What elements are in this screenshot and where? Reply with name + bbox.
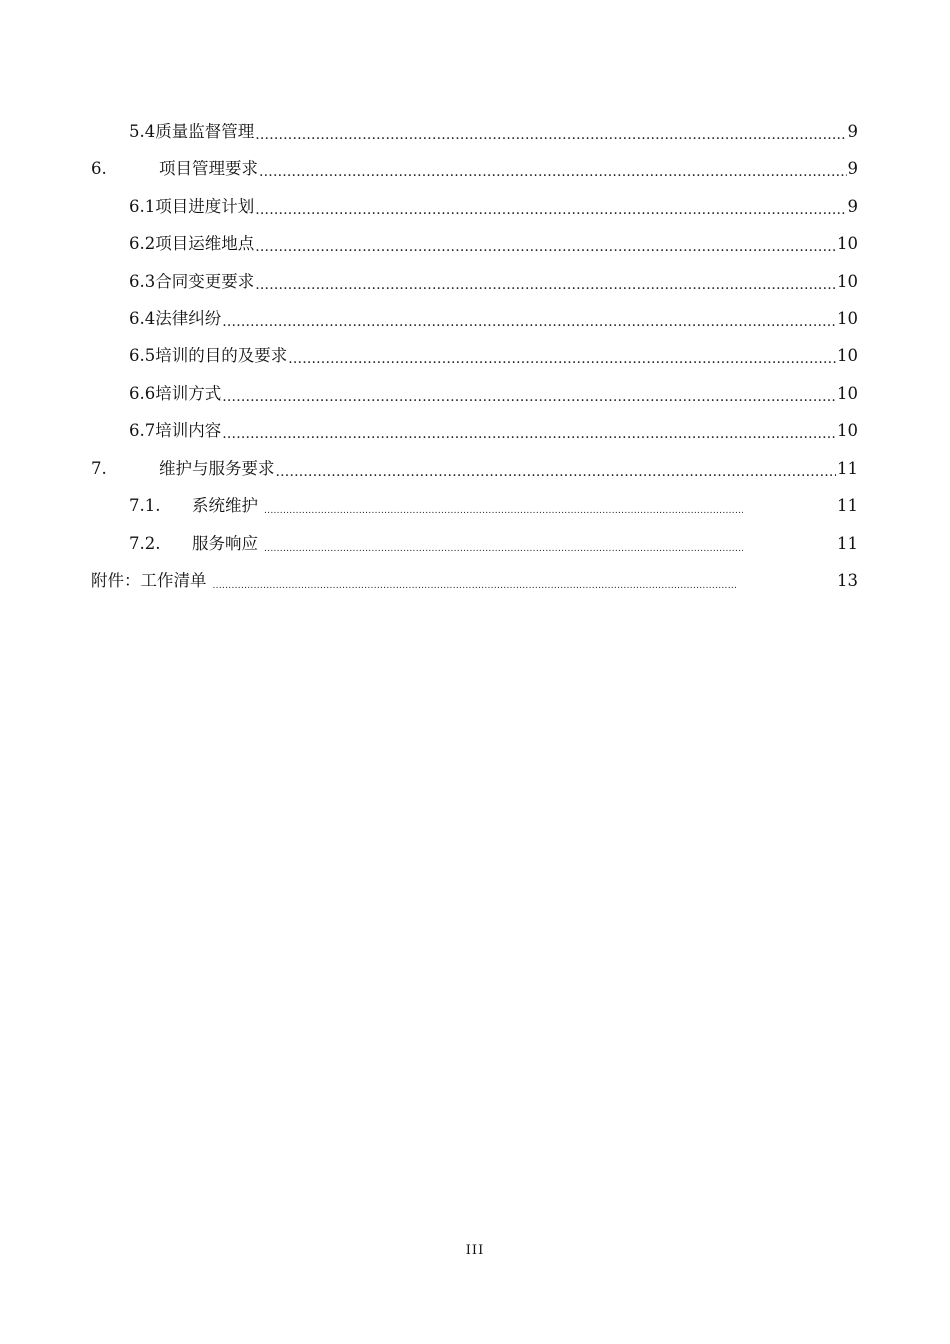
page-number: III: [465, 1243, 485, 1258]
toc-entry-page: 11: [837, 496, 858, 515]
toc-entry-number: 7.1.: [129, 496, 161, 515]
toc-entry-page: 13: [837, 571, 858, 590]
toc-entry-number: 6.1: [129, 197, 156, 216]
toc-entry-title: 法律纠纷: [155, 309, 222, 328]
toc-entry-title: 维护与服务要求: [159, 459, 275, 478]
toc-leader-dots: [255, 122, 846, 142]
toc-entry-page: 9: [847, 159, 858, 178]
toc-entry-number: 6.3: [129, 272, 156, 291]
toc-entry-title: 附件：工作清单: [91, 571, 207, 590]
toc-entry-appendix[interactable]: [91, 567, 858, 591]
toc-entry-7-1[interactable]: [129, 492, 858, 516]
toc-entry-5-4[interactable]: [129, 118, 858, 142]
toc-entry-page: 11: [837, 534, 858, 553]
toc-leader-dots: [259, 159, 847, 179]
toc-leader-dots: [222, 421, 836, 441]
toc-entry-6-6[interactable]: [129, 380, 858, 404]
toc-leader-dots: [288, 346, 836, 366]
toc-entry-6-2[interactable]: [129, 230, 858, 254]
toc-entry-page: 9: [847, 122, 858, 141]
toc-entry-6-1[interactable]: [129, 193, 858, 217]
toc-leader-dots: [255, 234, 836, 254]
toc-leader-dots: [222, 384, 836, 404]
toc-leader-dots: [255, 197, 846, 217]
toc-entry-page: 10: [837, 421, 858, 440]
toc-entry-6-7[interactable]: [129, 417, 858, 441]
toc-entry-number: 6.7: [129, 421, 156, 440]
toc-leader-dots: [276, 459, 837, 479]
toc-entry-number: 6.: [91, 159, 107, 178]
toc-entry-number: 7.: [91, 459, 107, 478]
toc-entry-6-3[interactable]: [129, 268, 858, 292]
toc-entry-title: 系统维护: [192, 496, 258, 515]
toc-entry-title: 服务响应: [192, 534, 258, 553]
toc-entry-title: 项目管理要求: [159, 159, 258, 178]
toc-entry-title: 合同变更要求: [155, 272, 255, 291]
toc-entry-number: 6.2: [129, 234, 156, 253]
toc-entry-page: 9: [847, 197, 858, 216]
toc-entry-title: 培训方式: [155, 384, 222, 403]
toc-entry-number: 5.4: [129, 122, 156, 141]
toc-leader-dots: [264, 496, 743, 516]
toc-leader-dots: [255, 272, 836, 292]
toc-entry-title: 培训内容: [155, 421, 222, 440]
toc-entry-title: 项目运维地点: [155, 234, 255, 253]
toc-entry-page: 11: [837, 459, 858, 478]
toc-entry-number: 7.2.: [129, 534, 161, 553]
toc-leader-dots: [222, 309, 836, 329]
toc-entry-number: 6.4: [129, 309, 156, 328]
toc-entry-7[interactable]: [91, 455, 858, 479]
toc-entry-6-5[interactable]: [129, 342, 858, 366]
toc-entry-number: 6.5: [129, 346, 156, 365]
toc-entry-page: 10: [837, 384, 858, 403]
toc-leader-dots: [213, 571, 738, 591]
toc-entry-page: 10: [837, 272, 858, 291]
toc-leader-dots: [264, 534, 743, 554]
toc-entry-title: 质量监督管理: [155, 122, 255, 141]
toc-entry-title: 项目进度计划: [155, 197, 255, 216]
toc-entry-page: 10: [837, 346, 858, 365]
toc-entry-page: 10: [837, 309, 858, 328]
toc-entry-7-2[interactable]: [129, 530, 858, 554]
toc-entry-page: 10: [837, 234, 858, 253]
toc-entry-6-4[interactable]: [129, 305, 858, 329]
toc-entry-number: 6.6: [129, 384, 156, 403]
toc-entry-6[interactable]: [91, 155, 858, 179]
toc-entry-title: 培训的目的及要求: [155, 346, 288, 365]
